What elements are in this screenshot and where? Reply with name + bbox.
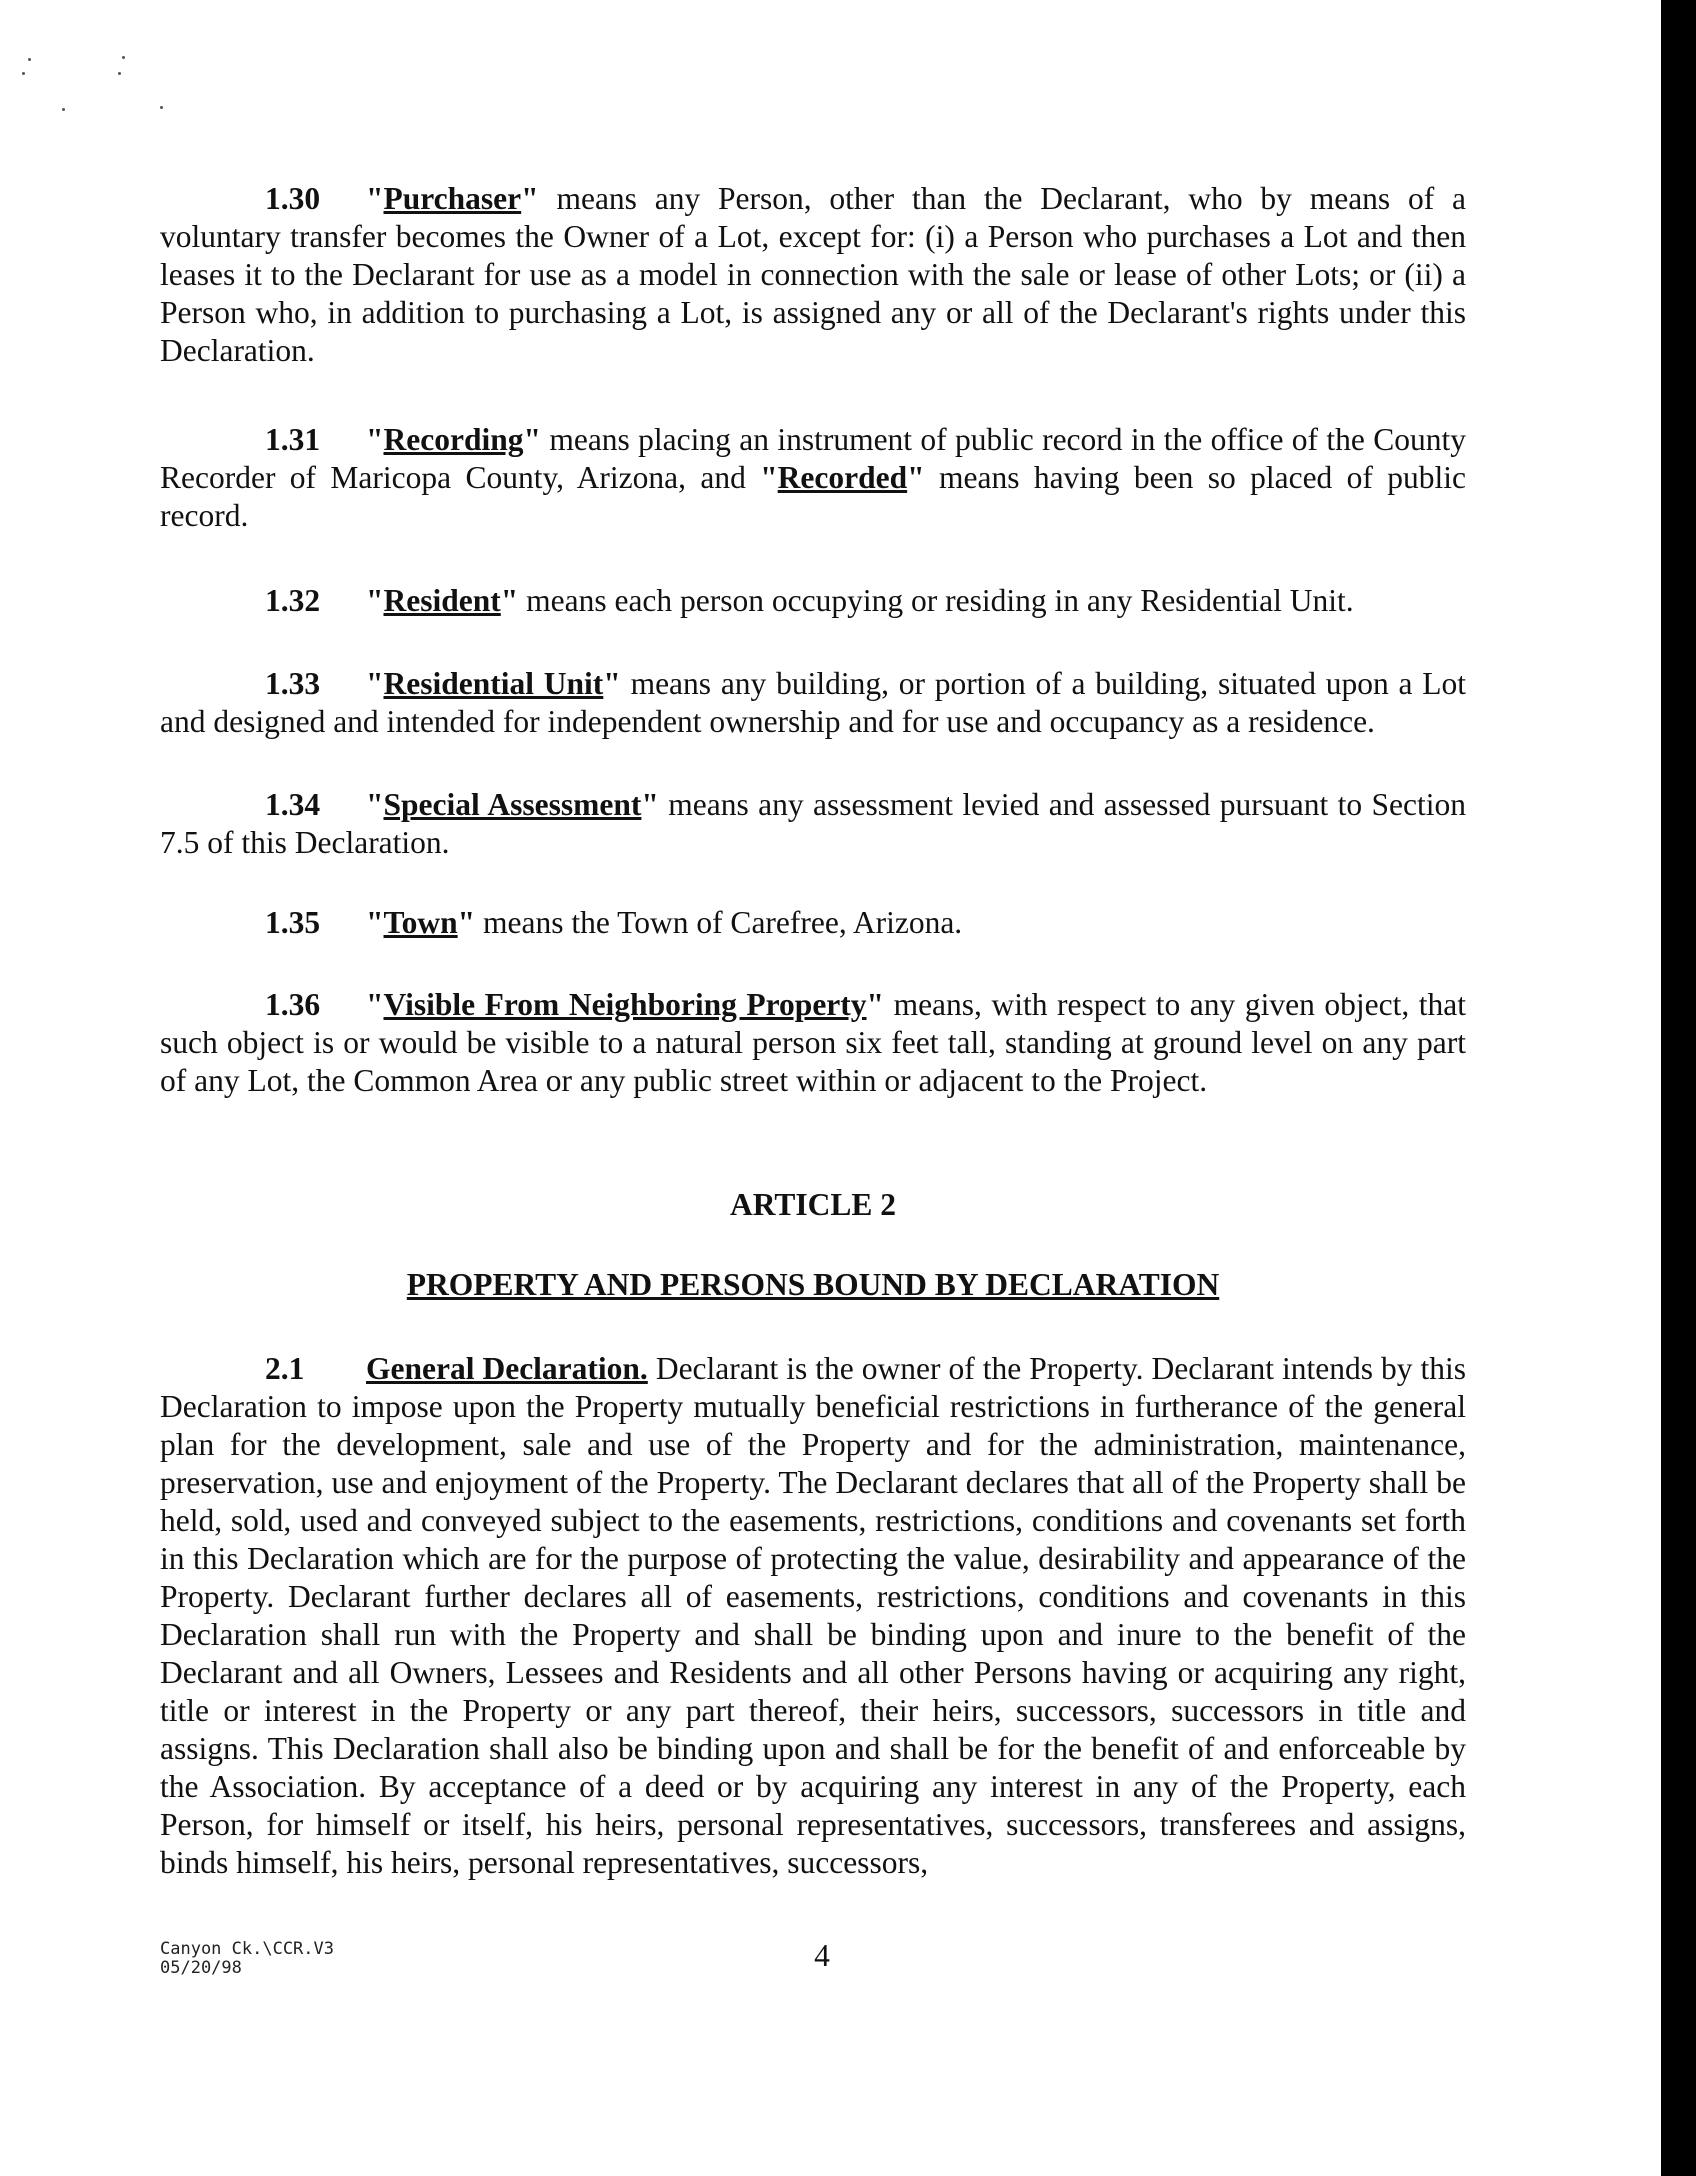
section-text: means the Town of Carefree, Arizona. [475,905,963,940]
section-text-2: means having been so placed of public record. [160,460,1466,533]
section-number: 1.36 [265,987,321,1022]
section-1-31 [160,421,1466,535]
page-number: 4 [814,1938,830,1973]
section-number: 1.30 [265,181,321,216]
section-1-33 [160,665,1466,741]
section-1-35 [160,904,1466,942]
section-2-1 [160,1350,1466,1882]
section-number: 1.31 [265,422,321,457]
section-text: means placing an instrument of public record in the office of the County Recorder of Maricopa County, Arizona, and [160,422,1466,495]
defined-term: "Town" [366,905,476,940]
article-title: PROPERTY AND PERSONS BOUND BY DECLARATION [406,1267,1220,1302]
section-1-34 [160,786,1466,862]
footer-file-ref: Canyon Ck.\CCR.V3 [160,1939,334,1959]
section-text: Declarant is the owner of the Property. Declarant intends by this Declaration to impose upon the Property mutually beneficial restrictions in furtherance of the general plan for the development, sale and use of the Property and for the administration, maintenance, preservation, use and enjoyment of the Property. The Declarant declares that all of the Property shall be held, sold, used and conveyed subject to the easements, restrictions, conditions and covenants set forth in this Declaration which are for the purpose of protecting the value, desirability and appearance of the Property. Declarant further declares all of easements, restrictions, conditions and covenants in this Declaration shall run with the Property and shall be binding upon and inure to the benefit of the Declarant and all Owners, Lessees and Residents and all other Persons having or acquiring any right, title or interest in the Property or any part thereof, their heirs, successors, successors in title and assigns. This Declaration shall also be binding upon and shall be for the benefit of and enforceable by the Association. By acceptance of a deed or by acquiring any interest in any of the Property, each Person, for himself or itself, his heirs, personal representatives, successors, transferees and assigns, binds himself, his heirs, personal representatives, successors, [160,1351,1466,1880]
defined-term: "Visible From Neighboring Property" [366,987,885,1022]
section-text: means, with respect to any given object, that such object is or would be visible to a natural person six feet tall, standing at ground level on any part of any Lot, the Common Area or any public street within or adjacent to the Project. [160,987,1466,1098]
section-text: means any Person, other than the Declarant, who by means of a voluntary transfer becomes the Owner of a Lot, except for: (i) a Person who purchases a Lot and then leases it to the Declarant for use as a model in connection with the sale or lease of other Lots; or (ii) a Person who, in addition to purchasing a Lot, is assigned any or all of the Declarant's rights under this Declaration. [160,181,1466,368]
scan-artifacts [0,0,200,140]
scan-edge-bar [1661,0,1696,2176]
section-heading: General Declaration. [366,1351,648,1386]
defined-term-2: "Recorded" [760,460,925,495]
defined-term: "Special Assessment" [366,787,659,822]
defined-term: "Resident" [366,583,519,618]
section-1-32 [160,582,1466,620]
section-number: 1.35 [265,905,321,940]
section-1-36 [160,986,1466,1100]
section-number: 2.1 [265,1351,305,1386]
section-number: 1.32 [265,583,321,618]
defined-term: "Recording" [366,422,541,457]
section-number: 1.34 [265,787,321,822]
article-label: ARTICLE 2 [729,1187,897,1222]
section-text: means each person occupying or residing in any Residential Unit. [518,583,1354,618]
section-text: means any building, or portion of a building, situated upon a Lot and designed and intended for independent ownership and for use and occupancy as a residence. [160,666,1466,739]
section-1-30 [160,180,1466,370]
defined-term: "Residential Unit" [366,666,621,701]
section-text: means any assessment levied and assessed pursuant to Section 7.5 of this Declaration. [160,787,1466,860]
section-number: 1.33 [265,666,321,701]
footer-date: 05/20/98 [160,1958,242,1978]
defined-term: "Purchaser" [366,181,539,216]
footer-file-reference [160,1940,334,1978]
